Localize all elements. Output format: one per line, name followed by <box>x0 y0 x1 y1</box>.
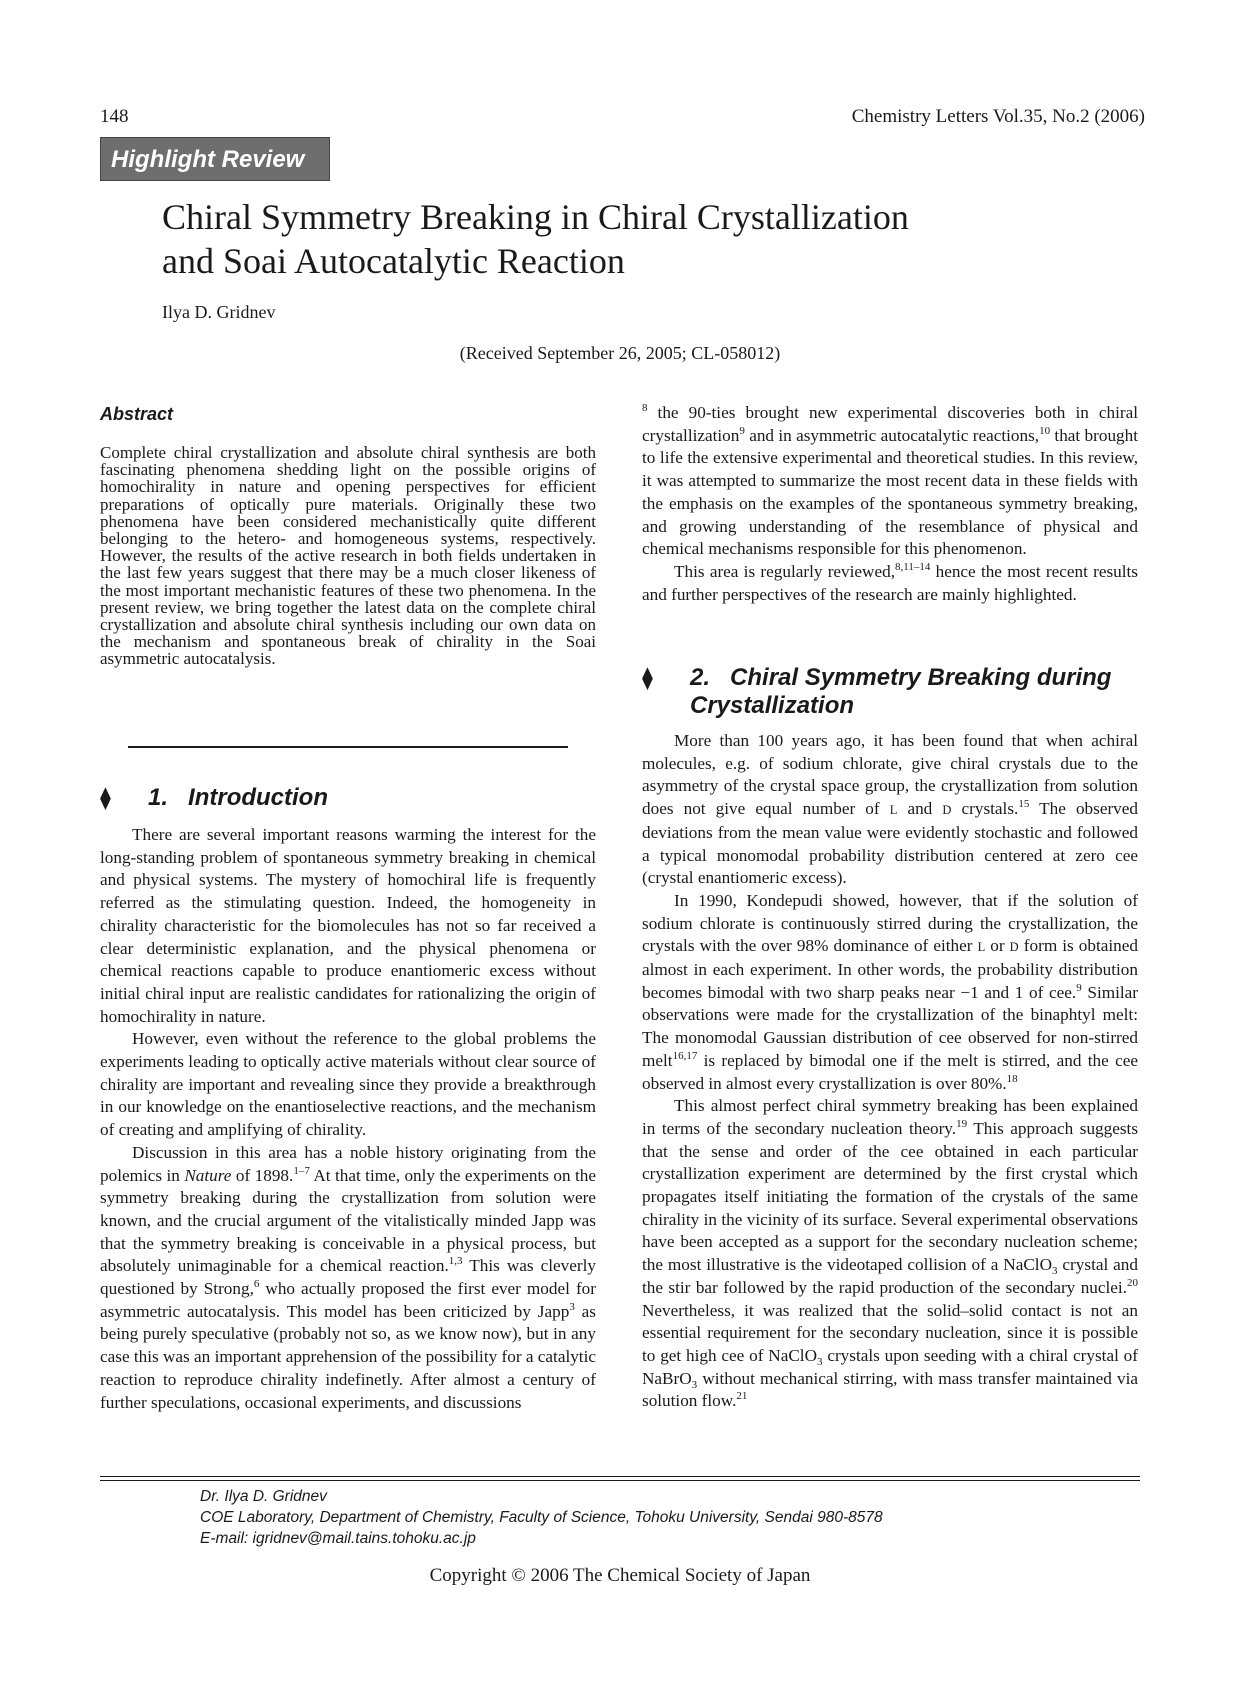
diamond-bullet-icon: ⧫ <box>642 665 653 690</box>
intro-paragraph-2: However, even without the reference to the global problems the experiments leading to optically active materials without clear source of chirality are important and revealing since they provide a breakthrough in our knowledge on the enantioselective reactions, and the mechanism of creating and amplifying of chirality. <box>100 1029 596 1140</box>
abstract-divider <box>128 746 568 748</box>
section-2-paragraph-3: This almost perfect chiral symmetry breaking has been explained in terms of the secondary nucleation theory.$^{19}$ This approach suggests that the sense and order of the cee obtained in each particular crystallization experiment are determined by the first crystal which propagates itself initiating the formation of the crystals of the same chirality in the vicinity of its surface. Several experimental observations have been accepted as a support for the secondary nucleation scheme; the most illustrative is the videotaped collision of a NaClO$_3$ crystal and the stir bar followed by the rapid production of the secondary nuclei.$^{20}$ Nevertheless, it was realized that the solid–solid contact is not an essential requirement for the secondary nucleation, since it is possible to get high cee of NaClO$_3$ crystals upon seeding with a chiral crystal of NaBrO$_3$ without mechanical stirring, with mass transfer maintained via solution flow.$^{21}$ <box>642 1096 1139 1411</box>
affiliation-address: COE Laboratory, Department of Chemistry, Faculty of Science, Tohoku University, Sendai 980-8578 <box>200 1509 883 1526</box>
column-right-body <box>642 730 1138 1413</box>
article-title <box>162 195 1062 283</box>
article-type-label: Highlight Review <box>100 137 330 181</box>
footer-rule-bottom <box>100 1480 1140 1481</box>
intro-paragraph-3a: Discussion in this area has a noble history originating from the polemics in Nature of 1898.$^{1-7}$ At that time, only the experiments on the symmetry breaking during the crystallization from solution were known, and the crucial argument of the vitalistically minded Japp was that the symmetry breaking is conceivable in a physical process, but absolutely unimaginable for a chemical reaction.$^{1,3}$ This was cleverly questioned by Strong,$^6$ who actually proposed the first ever model for asymmetric autocatalysis. This model has been criticized by Japp$^3$ as being purely speculative (probably not so, as we know now), but in any case this was an important apprehension of the possibility for a catalytic reaction to reproduce chirality indefinetly. After almost a century of further speculations, occasional experiments, and discussions <box>100 1142 596 1412</box>
section-2-paragraph-1: More than 100 years ago, it has been found that when achiral molecules, e.g. of sodium chlorate, give chiral crystals due to the asymmetry of the crystal space group, the crystallization from solution does not give equal number of L and D crystals.$^{15}$ The observed deviations from the mean value were evidently stochastic and followed a typical monomodal probability distribution centered at zero cee (crystal enantiomeric excess). <box>642 731 1138 888</box>
received-line: (Received September 26, 2005; CL-058012) <box>459 343 781 363</box>
copyright-notice: Copyright © 2006 The Chemical Society of Japan <box>429 1565 811 1586</box>
page-number: 148 <box>100 106 129 127</box>
abstract-text <box>100 444 596 668</box>
affiliation-name: Dr. Ilya D. Gridnev <box>200 1488 327 1505</box>
section-1-title: Introduction <box>188 784 328 811</box>
journal-info: Chemistry Letters Vol.35, No.2 (2006) <box>851 106 1145 127</box>
section-2-title: Chiral Symmetry Breaking during Crystallization <box>690 664 1112 719</box>
intro-paragraph-1: There are several important reasons warming the interest for the long-standing problem of spontaneous symmetry breaking in chemical and physical systems. The mystery of homochiral life is frequently referred as the stimulating question. Indeed, the homogeneity in chirality characteristic for the biomolecules has not so far received a clear deterministic explanation, and the physical phenomena or chemical reactions capable to produce enantiomeric excess without initial chiral input are realistic candidates for rationalizing the origin of homochirality in nature. <box>100 825 596 1026</box>
affiliation-email: E-mail: igridnev@mail.tains.tohoku.ac.jp <box>200 1530 476 1547</box>
section-2-paragraph-2: In 1990, Kondepudi showed, however, that if the solution of sodium chlorate is continuously stirred during the crystallization, the crystals with the over 98% dominance of either L or D form is obtained almost in each experiment. In other words, the probability distribution becomes bimodal with two sharp peaks near −1 and 1 of cee.$^9$ Similar observations were made for the crystallization of the binaphtyl melt: The monomodal Gaussian distribution of cee observed for non-stirred melt$^{16,17}$ is replaced by bimodal one if the melt is stirred, and the cee observed in almost every crystallization is over 80%.$^{18}$ <box>642 890 1139 1093</box>
abstract-heading: Abstract <box>100 404 174 424</box>
author: Ilya D. Gridnev <box>162 302 276 322</box>
diamond-bullet-icon: ⧫ <box>100 785 111 810</box>
section-1-number: 1. <box>148 784 169 811</box>
column-left-body <box>100 824 596 1414</box>
abstract-paragraph: Complete chiral crystallization and absolute chiral synthesis are both fascinating phenomena shedding light on the possible origins of homochirality in nature and opening perspectives for efficient preparations of optically pure materials. Originally these two phenomena have been considered mechanistically quite different belonging to the hetero- and homogeneous systems, respectively. However, the results of the active research in both fields undertaken in the last few years suggest that there may be a much closer likeness of the most important mechanistic features of these two phenomena. In the present review, we bring together the latest data on the complete chiral crystallization and absolute chiral synthesis including our own data on the mechanism and spontaneous break of chirality in the Soai asymmetric autocatalysis. <box>100 443 596 669</box>
intro-paragraph-3b: $^8$ the 90-ties brought new experimental discoveries both in chiral crystallization$^9$ and in asymmetric autocatalytic reactions,$^{10}$ that brought to life the extensive experimental and theoretical studies. In this review, it was attempted to summarize the most recent data in these fields with the emphasis on the examples of the spontaneous symmetry breaking, and growing understanding of the resemblance of physical and chemical mechanisms responsible for this phenomenon. <box>642 402 1138 559</box>
column-right-top <box>642 402 1138 606</box>
section-2-heading <box>642 664 1138 724</box>
section-2-number: 2. <box>690 664 711 691</box>
title-line-2: and Soai Autocatalytic Reaction <box>162 241 625 281</box>
footer-rule-top <box>100 1476 1140 1477</box>
title-line-1: Chiral Symmetry Breaking in Chiral Crystallization <box>162 197 909 237</box>
intro-paragraph-4: This area is regularly reviewed,$^{8,11-14}$ hence the most recent results and further perspectives of the research are mainly highlighted. <box>642 560 1138 604</box>
author-affiliation <box>200 1486 883 1549</box>
